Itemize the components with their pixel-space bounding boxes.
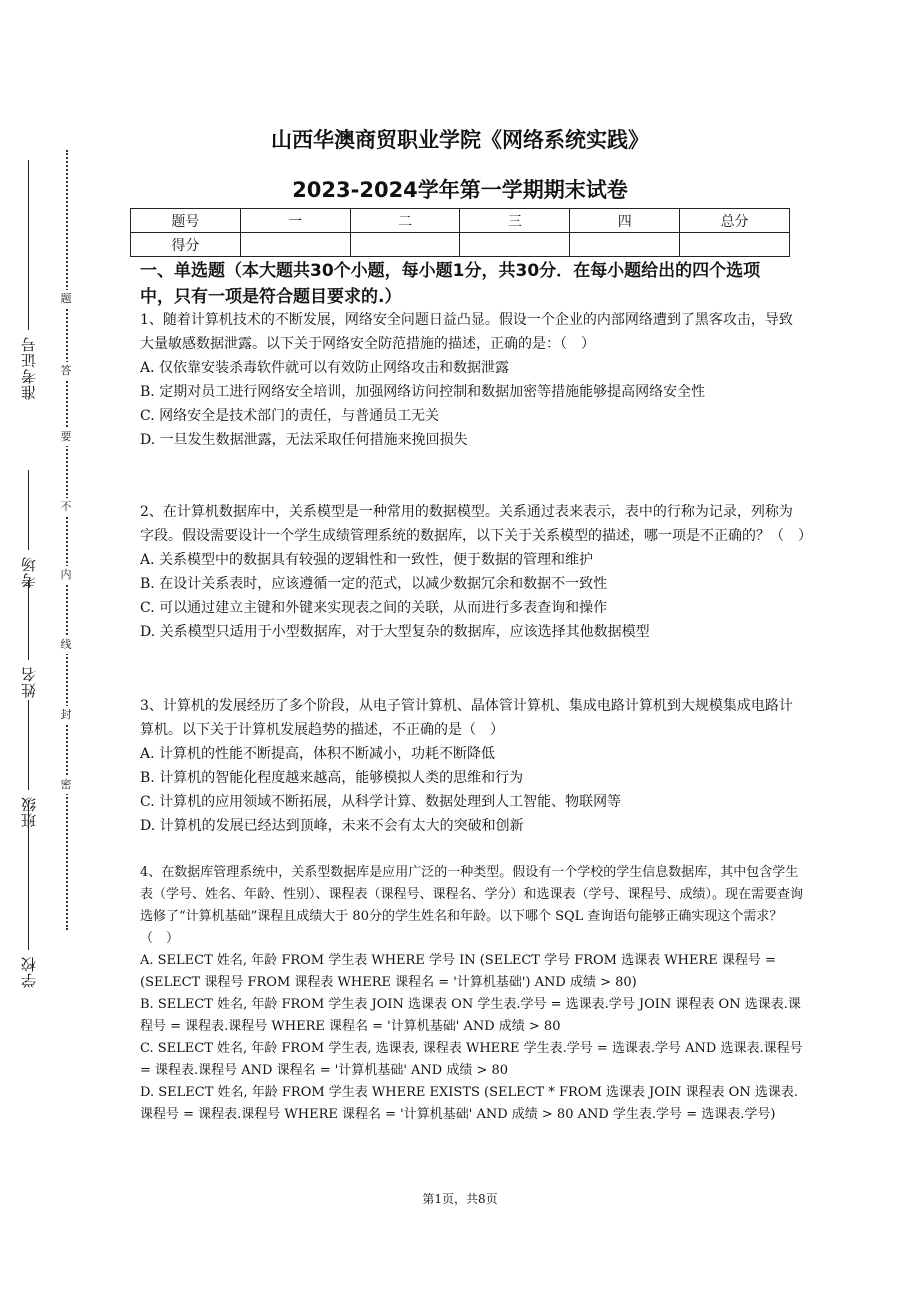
- score-cell[interactable]: [460, 233, 570, 257]
- score-table-header: 总分: [680, 209, 790, 233]
- exam-title: 山西华澳商贸职业学院《网络系统实践》: [271, 128, 649, 152]
- seal-char: 不: [58, 498, 74, 516]
- question-3: [140, 694, 805, 838]
- question-4: [140, 862, 805, 1126]
- option-a: A. 计算机的性能不断提高，体积不断减小，功耗不断降低: [140, 746, 496, 762]
- option-d: D. 一旦发生数据泄露，无法采取任何措施来挽回损失: [140, 432, 468, 448]
- seal-dotted-line: [66, 150, 68, 930]
- option-b: B. SELECT 姓名, 年龄 FROM 学生表 JOIN 选课表 ON 学生表.学号 = 选课表.学号 JOIN 课程表 ON 选课表.课程号 = 课程表.课程号 WHERE 课程名 = '计算机基础' AND 成绩 > 80: [140, 997, 801, 1034]
- seal-char: 要: [58, 428, 74, 446]
- option-b: B. 在设计关系表时，应该遵循一定的范式，以减少数据冗余和数据不一致性: [140, 576, 608, 592]
- exam-subtitle: 2023-2024学年第一学期期末试卷: [292, 178, 628, 202]
- seal-char: 答: [58, 362, 74, 380]
- option-a: A. 仅依靠安装杀毒软件就可以有效防止网络攻击和数据泄露: [140, 360, 510, 376]
- score-table-header: 题号: [131, 209, 241, 233]
- score-cell[interactable]: [680, 233, 790, 257]
- question-stem: 1、随着计算机技术的不断发展，网络安全问题日益凸显。假设一个企业的内部网络遭到了黑客攻击，导致大量敏感数据泄露。以下关于网络安全防范措施的描述，正确的是：（ ）: [140, 312, 793, 352]
- seal-char: 线: [58, 636, 74, 654]
- option-c: C. 网络安全是技术部门的责任，与普通员工无关: [140, 408, 440, 424]
- field-school: [18, 800, 39, 988]
- fill-line: [28, 470, 29, 550]
- field-label: 学校: [20, 956, 38, 988]
- fill-line: [28, 700, 29, 790]
- score-table-header: 一: [240, 209, 350, 233]
- score-table-header: 二: [350, 209, 460, 233]
- question-2: [140, 500, 812, 644]
- option-d: D. 计算机的发展已经达到顶峰，未来不会有太大的突破和创新: [140, 818, 524, 834]
- field-label: 准考证号: [20, 336, 38, 400]
- score-table: [130, 208, 790, 257]
- option-a: A. 关系模型中的数据具有较强的逻辑性和一致性，便于数据的管理和维护: [140, 552, 594, 568]
- field-label: 班级: [20, 796, 38, 828]
- score-cell[interactable]: [570, 233, 680, 257]
- seal-char: 题: [58, 290, 74, 308]
- score-table-header: 三: [460, 209, 570, 233]
- question-1: [140, 308, 805, 452]
- option-d: D. SELECT 姓名, 年龄 FROM 学生表 WHERE EXISTS (SELECT * FROM 选课表 JOIN 课程表 ON 选课表.课程号 = 课程表.课程号 WHERE 课程名 = '计算机基础' AND 成绩 > 80 AND 学生表.学号 = 选课表.学号): [140, 1085, 798, 1122]
- field-label: 考场: [20, 556, 38, 588]
- seal-char: 内: [58, 566, 74, 584]
- score-table-header-row: [131, 209, 790, 233]
- field-exam-room: [18, 470, 39, 588]
- option-b: B. 定期对员工进行网络安全培训，加强网络访问控制和数据加密等措施能够提高网络安全性: [140, 384, 706, 400]
- option-a: A. SELECT 姓名, 年龄 FROM 学生表 WHERE 学号 IN (SELECT 学号 FROM 选课表 WHERE 课程号 = (SELECT 课程号 FROM 课程表 WHERE 课程名 = '计算机基础') AND 成绩 > 80): [140, 953, 776, 990]
- option-c: C. 计算机的应用领域不断拓展，从科学计算、数据处理到人工智能、物联网等: [140, 794, 622, 810]
- question-stem: 4、在数据库管理系统中，关系型数据库是应用广泛的一种类型。假设有一个学校的学生信息数据库，其中包含学生表（学号、姓名、年龄、性别）、课程表（课程号、课程名、学分）和选课表（学号、课程号、成绩）。现在需要查询选修了“计算机基础”课程且成绩大于 80分的学生姓名和年龄。以下哪个 SQL 查询语句能够正确实现这个需求？（ ）: [140, 865, 804, 946]
- score-table-header: 四: [570, 209, 680, 233]
- fill-line: [28, 800, 29, 950]
- seal-char: 密: [58, 776, 74, 794]
- option-d: D. 关系模型只适用于小型数据库，对于大型复杂的数据库，应该选择其他数据模型: [140, 624, 650, 640]
- score-cell[interactable]: [350, 233, 460, 257]
- question-stem: 2、在计算机数据库中，关系模型是一种常用的数据模型。关系通过表来表示，表中的行称为记录，列称为字段。假设需要设计一个学生成绩管理系统的数据库，以下关于关系模型的描述，哪一项是不正确的？（ ）: [140, 504, 812, 544]
- score-cell[interactable]: [240, 233, 350, 257]
- field-label: 姓名: [20, 666, 38, 698]
- section-heading: 一、单选题（本大题共30个小题，每小题1分，共30分．在每小题给出的四个选项中，只有一项是符合题目要求的.）: [140, 261, 761, 307]
- field-name: [18, 580, 39, 698]
- option-c: C. SELECT 姓名, 年龄 FROM 学生表, 选课表, 课程表 WHERE 学生表.学号 = 选课表.学号 AND 选课表.课程号 = 课程表.课程号 AND 课程名 = '计算机基础' AND 成绩 > 80: [140, 1041, 803, 1078]
- page-footer: 第1页，共8页: [422, 1192, 498, 1206]
- fill-line: [28, 580, 29, 660]
- score-table-row-label: 得分: [131, 233, 241, 257]
- question-stem: 3、计算机的发展经历了多个阶段，从电子管计算机、晶体管计算机、集成电路计算机到大规模集成电路计算机。以下关于计算机发展趋势的描述，不正确的是（ ）: [140, 698, 793, 738]
- seal-char: 封: [58, 706, 74, 724]
- option-b: B. 计算机的智能化程度越来越高，能够模拟人类的思维和行为: [140, 770, 524, 786]
- score-table-score-row: [131, 233, 790, 257]
- option-c: C. 可以通过建立主键和外键来实现表之间的关联，从而进行多表查询和操作: [140, 600, 608, 616]
